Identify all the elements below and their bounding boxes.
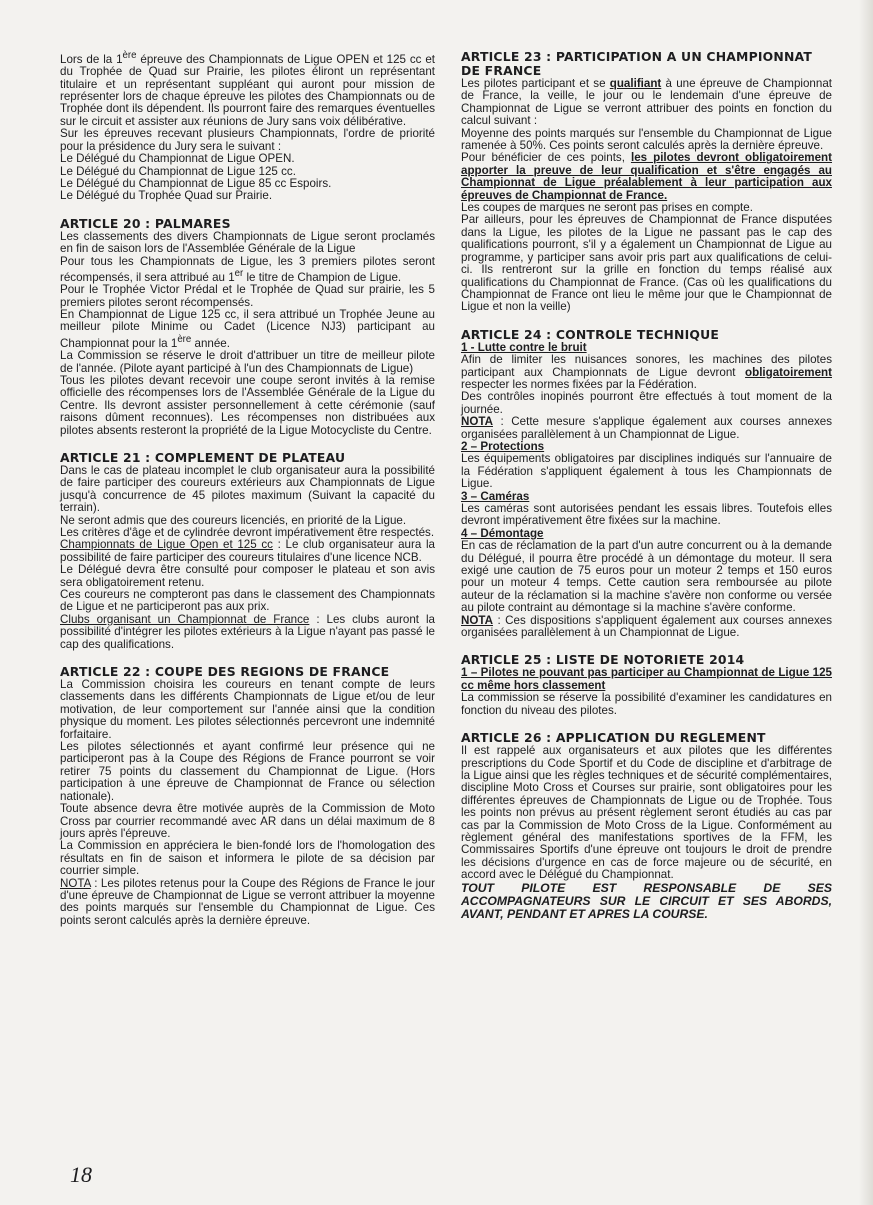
art20-p5: La Commission se réserve le droit d'attribuer un titre de meilleur pilote de l'année. (Pilote ayant participé à l'un des Championnats de Ligue): [60, 349, 435, 375]
art22-p1: La Commission choisira les coureurs en tenant compte de leurs classements dans les différents Championnats de Ligue et/ou de leur motivation, de leur comportement sur l'année ainsi que la condition physique du moment. Les pilotes sélectionnés percevront une indemnité forfaitaire.: [60, 678, 435, 741]
art24-sub3: 3 – Caméras: [461, 489, 530, 503]
art22-p5: NOTA : Les pilotes retenus pour la Coupe des Régions de France le jour d'une épreuve de Championnat de Ligue se verront attribuer la moyenne des points marqués sur l'ensemble du Championnat de Ligue. Ces points seront calculés après la dernière épreuve.: [60, 876, 435, 927]
page-number: 18: [70, 1162, 92, 1187]
art22-p3: Toute absence devra être motivée auprès de la Commission de Moto Cross par courrier recommandé avec AR dans un délai maximum de 8 jours après l'épreuve.: [60, 802, 435, 840]
art24-s4-nota: NOTA : Ces dispositions s'appliquent également aux courses annexes organisées parallèlement à un Championnat de Ligue.: [461, 613, 832, 640]
art21-p4: Championnats de Ligue Open et 125 cc : Le club organisateur aura la possibilité de faire participer des coureurs titulaires d'une licence NCB.: [60, 538, 435, 564]
art21-p2: Ne seront admis que des coureurs licenciés, en priorité de la Ligue.: [60, 513, 407, 527]
art20-p6: Tous les pilotes devant recevoir une coupe seront invités à la remise officielle des récompenses lors de l'Assemblée Générale de la Ligue du Centre. Ils devront assister personnellement à cette cérémonie (sauf raisons dûment reconnues). Les récompenses non distribuées aux pilotes absents resteront la propriété de la Ligue Motocycliste du Centre.: [60, 373, 435, 437]
priority-item-3: Le Délégué du Championnat de Ligue 85 cc Espoirs.: [60, 176, 332, 190]
art26-final-statement: TOUT PILOTE EST RESPONSABLE DE SES ACCOMPAGNATEURS SUR LE CIRCUIT ET SES ABORDS, AVANT, PENDANT ET APRES LA COURSE.: [461, 880, 832, 921]
art23-p1: Les pilotes participant et se qualifiant à une épreuve de Championnat de France, la veille, le jour ou le lendemain d'une épreuve de Championnat de Ligue se verront attribuer des points en fonction du calcul suivant :: [461, 77, 832, 128]
art20-p3: Pour le Trophée Victor Prédal et le Trophée de Quad sur prairie, les 5 premiers pilotes seront récompensés.: [60, 283, 435, 309]
art25-sub1: 1 – Pilotes ne pouvant pas participer au Championnat de Ligue 125 cc même hors classement: [461, 666, 832, 692]
left-column: [60, 50, 435, 927]
article-23-heading: ARTICLE 23 : PARTICIPATION A UN CHAMPIONNAT DE FRANCE: [461, 49, 813, 78]
art24-s1-nota: NOTA : Cette mesure s'applique également aux courses annexes organisées parallèlement à un Championnat de Ligue.: [461, 415, 832, 441]
spacer: [461, 314, 832, 328]
page-edge-shadow: [859, 0, 873, 1205]
art22-p4: La Commission en appréciera le bien-fondé lors de l'homologation des résultats en fin de saison et informera le pilote de sa décision par courrier simple.: [60, 839, 435, 878]
priority-item-2: Le Délégué du Championnat de Ligue 125 cc.: [60, 164, 296, 178]
art21-p5: Le Délégué devra être consulté pour composer le plateau et son avis sera obligatoirement retenu.: [60, 563, 435, 589]
art20-p4: En Championnat de Ligue 125 cc, il sera attribué un Trophée Jeune au meilleur pilote Minime ou Cadet (Licence NJ3) participant au Championnat pour la 1ère année.: [60, 308, 435, 350]
article-24-heading: ARTICLE 24 : CONTROLE TECHNIQUE: [461, 326, 720, 342]
art23-p5: Par ailleurs, pour les épreuves de Championnat de France disputées dans la Ligue, les pilotes de la Ligue ne passant pas le cap des qualifications pourront, s'il y a également un Championnat de Ligue au programme, y participer sans avoir pris part aux qualifications de celui-ci. Ils rentreront sur la grille en fonction du temps réalisé aux qualifications du Championnat de France. (Cas où les qualifications du Championnat de France ont lieu le même jour que le Championnat de Ligue et non la veille): [461, 213, 832, 314]
art23-p2: Moyenne des points marqués sur l'ensemble du Championnat de Ligue ramenée à 50%. Ces points seront calculés après la dernière épreuve.: [461, 126, 832, 153]
article-20-heading: ARTICLE 20 : PALMARES: [60, 215, 231, 231]
article-22-heading: ARTICLE 22 : COUPE DES REGIONS DE FRANCE: [60, 664, 390, 680]
art25-p1: La commission se réserve la possibilité d'examiner les candidatures en fonction du niveau des pilotes.: [461, 691, 832, 717]
art20-p2: Pour tous les Championnats de Ligue, les 3 premiers pilotes seront récompensés, il sera attribué au 1er le titre de Champion de Ligue.: [60, 254, 435, 284]
art24-s2-p: Les équipements obligatoires par disciplines indiqués sur l'annuaire de la Fédération s'appliquent également à tous les Championnats de Ligue.: [461, 452, 832, 491]
art23-p4: Les coupes de marques ne seront pas prises en compte.: [461, 201, 753, 215]
art21-p7: Clubs organisant un Championnat de France : Les clubs auront la possibilité d'intégrer les pilotes extérieurs à la Ligue n'ayant pas passé le cap des qualifications.: [60, 612, 435, 651]
article-25-heading: ARTICLE 25 : LISTE DE NOTORIETE 2014: [461, 652, 745, 668]
art24-s1-p2: Des contrôles inopinés pourront être effectués à tout moment de la journée.: [461, 390, 832, 416]
spacer: [60, 437, 435, 451]
priority-item-4: Le Délégué du Trophée Quad sur Prairie.: [60, 189, 273, 203]
art24-s3-p: Les caméras sont autorisées pendant les essais libres. Toutefois elles devront impérativement être fixées sur la machine.: [461, 502, 832, 528]
priority-item-1: Le Délégué du Championnat de Ligue OPEN.: [60, 152, 295, 166]
intro-paragraph: Lors de la 1ère épreuve des Championnats de Ligue OPEN et 125 cc et du Trophée de Quad sur Prairie, les pilotes éliront un représentant titulaire et un représentant suppléant qui auront pour mission de représenter lors de chaque épreuve les pilotes des Championnats ou de Trophée dont ils dépendent. Ils pourront faire des remarques éventuelles sur le circuit et assister aux réunions de Jury sans voix délibérative.: [60, 50, 435, 128]
spacer: [60, 651, 435, 665]
spacer: [461, 639, 832, 653]
art21-p3: Les critères d'âge et de cylindrée devront impérativement être respectés.: [60, 525, 435, 539]
art24-s1-p1: Afin de limiter les nuisances sonores, les machines des pilotes participant aux Championnats de Ligue devront obligatoirement respecter les normes fixées par la Fédération.: [461, 353, 832, 391]
spacer: [461, 717, 832, 731]
article-26-heading: ARTICLE 26 : APPLICATION DU REGLEMENT: [461, 730, 766, 746]
art26-p1: Il est rappelé aux organisateurs et aux pilotes que les différentes prescriptions du Code Sportif et du Code de discipline et d'arbitrage de la Ligue ainsi que les règles techniques et de sécurité complémentaires, discipline Moto Cross et Courses sur prairie, sont obligatoires pour les différentes épreuves de Championnats de Ligue ou de Trophée. Tous les points non prévus au présent règlement seront étudiés au cas par cas par la Commission de Moto Cross de la Ligue. Conformément au règlement général des manifestations sportives de la FFM, les Commissaires Sportifs d'une épreuve ont toujours le droit de prendre les décisions d'urgence en cas de force majeure ou de sécurité, en accord avec le Délégué du Championnat.: [461, 744, 832, 882]
right-column: [461, 50, 832, 921]
art24-sub2: 2 – Protections: [461, 439, 545, 453]
art23-p3: Pour bénéficier de ces points, les pilotes devront obligatoirement apporter la preuve de leur qualification et s'être engagés au Championnat de Ligue préalablement à leur participation aux épreuves de Championnat de France.: [461, 151, 832, 202]
art22-p2: Les pilotes sélectionnés et ayant confirmé leur présence qui ne participeront pas à la Coupe des Régions de France pourront se voir retirer 75 points du classement du Championnat de Ligue. (Hors participation à une épreuve de Championnat de France ou sélection nationale).: [60, 740, 435, 803]
spacer: [60, 203, 435, 217]
art24-sub1: 1 - Lutte contre le bruit: [461, 340, 587, 354]
art21-p1: Dans le cas de plateau incomplet le club organisateur aura la possibilité de faire participer des coureurs extérieurs aux Championnats de Ligue jusqu'à concurrence de 45 pilotes maximum (Suivant la capacité du terrain).: [60, 463, 435, 515]
article-21-heading: ARTICLE 21 : COMPLEMENT DE PLATEAU: [60, 449, 346, 465]
art20-p1: Les classements des divers Championnats de Ligue seront proclamés en fin de saison lors de l'Assemblée Générale de la Ligue: [60, 229, 435, 256]
art21-p6: Ces coureurs ne compteront pas dans le classement des Championnats de Ligue et ne participeront pas aux prix.: [60, 588, 435, 614]
priority-intro: Sur les épreuves recevant plusieurs Championnats, l'ordre de priorité pour la présidence du Jury sera le suivant :: [60, 127, 435, 153]
art24-s4-p: En cas de réclamation de la part d'un autre concurrent ou à la demande du Délégué, il pourra être procédé à un démontage du moteur. Il sera exigé une caution de 75 euros pour un moteur 2 temps et 150 euros pour un moteur 4 temps. Cette caution sera remboursée au pilote auteur de la réclamation si la machine s'avère non conforme ou versée au pilote contraint au démontage si la machine s'avère conforme.: [461, 539, 832, 615]
art24-sub4: 4 – Démontage: [461, 526, 544, 540]
